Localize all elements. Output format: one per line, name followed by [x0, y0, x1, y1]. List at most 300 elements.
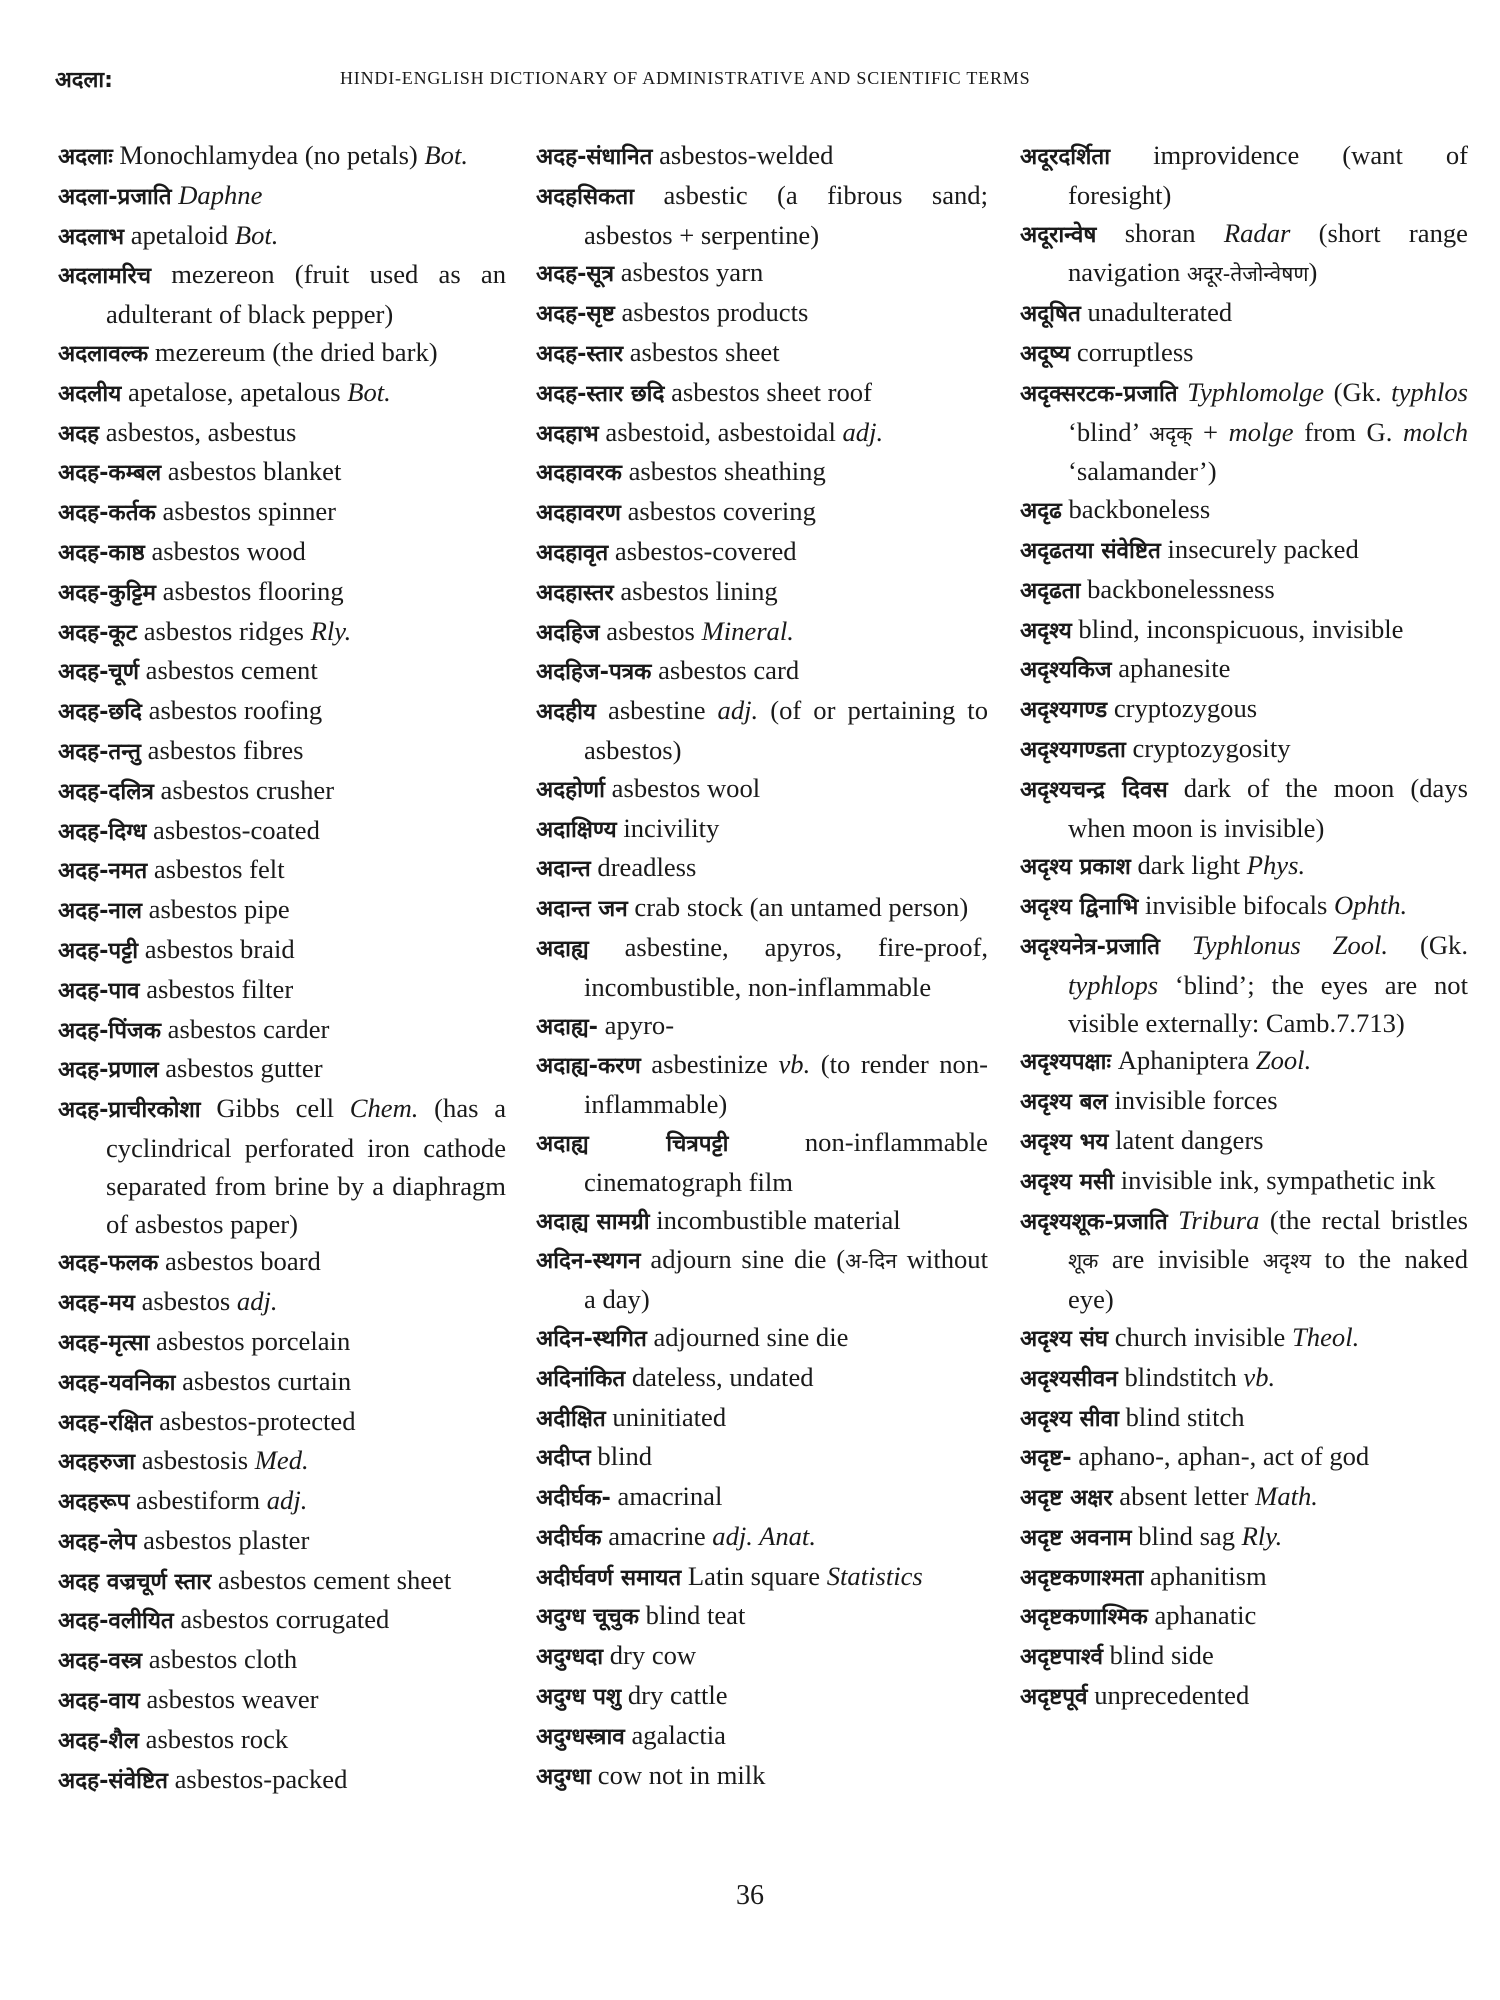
definition-text: asbestos corrugated: [180, 1604, 390, 1635]
definition-text: (of or pertaining to asbestos): [584, 695, 988, 765]
dictionary-entry: [536, 849, 988, 889]
dictionary-entry: [536, 1757, 988, 1797]
definition-text: blind stitch: [1125, 1401, 1245, 1432]
dictionary-entry: [536, 1359, 988, 1399]
headword: अदह-शैल: [58, 1727, 139, 1754]
definition-text: (to render non-inflammable): [584, 1049, 989, 1120]
headword: अदह-वलीयित: [58, 1608, 174, 1635]
definition-text: asbestos carder: [167, 1013, 330, 1044]
definition-text: unprecedented: [1094, 1680, 1250, 1711]
headword: अदह-कर्तक: [58, 500, 156, 527]
running-title: HINDI-ENGLISH DICTIONARY OF ADMINISTRATIVE AND SCIENTIFIC TERMS: [340, 68, 1031, 88]
dictionary-entry: [1020, 690, 1468, 730]
definition-text: apyro-: [604, 1009, 675, 1040]
definition-text: dark of the moon (days when moon is invisible): [1068, 772, 1468, 843]
headword: अदह-पिंजक: [58, 1017, 162, 1044]
definition-text: Statistics: [826, 1560, 923, 1591]
dictionary-entry: [1020, 294, 1468, 334]
dictionary-entry: [58, 374, 506, 414]
definition-text: dry cattle: [627, 1680, 728, 1711]
dictionary-entry: [58, 613, 506, 653]
definition-text: uninitiated: [612, 1401, 727, 1432]
headword: अदृश्यगण्डता: [1020, 736, 1126, 763]
definition-text: asbestos-protected: [159, 1405, 356, 1436]
headword: अदह-काष्ठ: [58, 539, 145, 566]
definition-text: latent dangers: [1115, 1124, 1264, 1155]
dictionary-entry: [58, 851, 506, 891]
dictionary-entry: [1020, 730, 1468, 770]
headword: अदह-प्रणाल: [58, 1057, 159, 1084]
definition-text: asbestos ridges: [143, 615, 311, 646]
dictionary-entry: [536, 692, 988, 770]
definition-text: Aphaniptera: [1117, 1045, 1256, 1076]
headword: अदृष्टपूर्व: [1020, 1684, 1088, 1711]
definition-text: Med.: [254, 1445, 309, 1476]
definition-text: Gibbs cell: [216, 1093, 350, 1124]
definition-text: Math.: [1255, 1481, 1318, 1512]
definition-text: asbestos sheet roof: [671, 376, 872, 407]
headword: अदान्त जन: [536, 896, 628, 923]
headword: अदीर्घक: [536, 1524, 602, 1551]
devanagari-gloss: अदूर-तेजोन्वेषण: [1186, 262, 1309, 287]
dictionary-entry: [58, 453, 506, 493]
headword: अदृश्य संघ: [1020, 1325, 1109, 1352]
definition-text: non-inflammable cinematograph film: [584, 1126, 988, 1197]
page-header: [55, 60, 1465, 100]
dictionary-entry: [536, 1438, 988, 1478]
dictionary-entry: [1020, 1359, 1468, 1399]
headword: अदुग्ध चूचुक: [536, 1604, 639, 1631]
headword: अदूरान्वेष: [1020, 221, 1097, 248]
headword: अदाह्य: [536, 935, 589, 962]
definition-text: cryptozygous: [1113, 693, 1258, 724]
dictionary-entry: [58, 692, 506, 732]
guide-word: अदला:: [55, 68, 113, 93]
dictionary-entry: [58, 1721, 506, 1761]
definition-text: asbestos gutter: [165, 1053, 323, 1084]
headword: अदूरदर्शिता: [1020, 144, 1111, 170]
definition-text: asbestos-welded: [659, 140, 834, 170]
dictionary-entry: [58, 573, 506, 613]
column-1: [58, 137, 506, 1800]
definition-text: without a day): [584, 1244, 988, 1315]
definition-text: dreadless: [597, 852, 697, 883]
headword: अदह-नाल: [58, 898, 142, 925]
headword: अदला-प्रजाति: [58, 183, 172, 210]
dictionary-entry: [58, 533, 506, 573]
definition-text: asbestos cloth: [148, 1644, 298, 1675]
headword: अदह-दिग्ध: [58, 818, 147, 845]
headword: अदह-पट्टी: [58, 937, 139, 964]
definition-text: asbestos: [141, 1286, 237, 1317]
definition-text: absent letter: [1119, 1481, 1256, 1512]
definition-text: corruptless: [1076, 336, 1194, 367]
definition-text: (short range navigation: [1068, 217, 1468, 288]
definition-text: Latin square: [687, 1560, 827, 1591]
headword: अदह-सृष्ट: [536, 301, 615, 328]
definition-text: to the naked eye): [1068, 1244, 1468, 1315]
headword: अदीप्त: [536, 1445, 591, 1472]
headword: अदिनांकित: [536, 1365, 626, 1392]
definition-text: vb.: [1243, 1361, 1276, 1392]
headword: अदाह्य-: [536, 1013, 599, 1040]
definition-text: adj.: [842, 416, 884, 447]
dictionary-entry: [536, 453, 988, 493]
dictionary-entry: [536, 493, 988, 533]
definition-text: adj.: [266, 1485, 308, 1516]
dictionary-entry: [1020, 1162, 1468, 1202]
dictionary-entry: [58, 493, 506, 533]
definition-text: asbestos weaver: [146, 1684, 319, 1715]
dictionary-entry: [1020, 1202, 1468, 1319]
dictionary-entry: [536, 1124, 988, 1202]
definition-text: Chem.: [349, 1093, 419, 1124]
dictionary-entry: [536, 1597, 988, 1637]
definition-text: aphanesite: [1118, 653, 1231, 684]
headword: अदह-संवेष्टित: [58, 1767, 168, 1794]
headword: अदीर्घक-: [536, 1485, 611, 1512]
headword: अदह-स्तार: [536, 340, 624, 367]
dictionary-entry: [58, 1562, 506, 1602]
dictionary-entry: [1020, 1558, 1468, 1598]
headword: अदह-वाय: [58, 1688, 140, 1715]
dictionary-entry: [536, 652, 988, 692]
definition-text: (the rectal bristles: [1259, 1204, 1468, 1235]
headword: अदहाभ: [536, 420, 599, 447]
definition-text: incombustible material: [656, 1204, 901, 1235]
definition-text: asbestos cement: [145, 655, 318, 686]
dictionary-entry: [58, 1681, 506, 1721]
devanagari-gloss: अदृक्: [1149, 421, 1193, 446]
dictionary-entry: [536, 1637, 988, 1677]
dictionary-entry: [58, 137, 506, 177]
headword: अदूषित: [1020, 301, 1081, 328]
headword: अदृष्ट-: [1020, 1445, 1072, 1472]
definition-text: Phys.: [1246, 850, 1306, 881]
headword: अदह-मृत्सा: [58, 1329, 150, 1356]
definition-text: ): [1308, 257, 1318, 288]
definition-text: incivility: [623, 812, 720, 843]
definition-text: amacrinal: [617, 1481, 723, 1512]
headword: अदृक्सरटक-प्रजाति: [1020, 380, 1178, 407]
headword: अदुग्धस्त्राव: [536, 1723, 625, 1750]
dictionary-entry: [1020, 491, 1468, 531]
dictionary-entry: [58, 1522, 506, 1562]
definition-text: apetalose, apetalous: [127, 376, 348, 407]
headword: अदृश्यगण्ड: [1020, 697, 1108, 724]
headword: अदह-कूट: [58, 619, 138, 646]
headword: अदृश्यनेत्र-प्रजाति: [1020, 933, 1160, 960]
dictionary-entry: [536, 533, 988, 573]
definition-text: asbestos pipe: [148, 894, 290, 925]
headword: अदीर्घवर्ण समायत: [536, 1564, 682, 1591]
headword: अदह-कुट्टिम: [58, 579, 156, 606]
dictionary-entry: [58, 1050, 506, 1090]
dictionary-entry: [58, 772, 506, 812]
headword: अदह वज्रचूर्ण स्तार: [58, 1568, 212, 1595]
definition-text: blind teat: [645, 1600, 746, 1631]
definition-text: Monochlamydea (no petals): [119, 140, 425, 170]
definition-text: church invisible: [1114, 1321, 1292, 1352]
definition-text: asbestiform: [136, 1485, 267, 1516]
definition-text: asbestos products: [621, 297, 809, 328]
definition-text: asbestosis: [141, 1445, 255, 1476]
dictionary-entry: [536, 1478, 988, 1518]
headword: अदुग्ध पशु: [536, 1684, 622, 1711]
dictionary-entry: [536, 374, 988, 414]
headword: अदह-पाव: [58, 977, 140, 1004]
dictionary-entry: [58, 1090, 506, 1243]
definition-text: asbestos yarn: [620, 257, 764, 288]
definition-text: cow not in milk: [597, 1759, 766, 1790]
headword: अदुग्धा: [536, 1763, 592, 1790]
headword: अदह-यवनिका: [58, 1369, 176, 1396]
definition-text: asbestos filter: [146, 973, 294, 1004]
headword: अदहिज: [536, 619, 600, 646]
definition-text: Mineral.: [701, 615, 794, 646]
definition-text: mezereum (the dried bark): [154, 336, 438, 367]
dictionary-entry: [536, 177, 988, 255]
definition-text: asbestos rock: [145, 1723, 289, 1754]
dictionary-entry: [1020, 927, 1468, 1042]
headword: अदिन-स्थगन: [536, 1248, 641, 1275]
definition-text: asbestos-covered: [614, 535, 797, 566]
definition-text: dark light: [1137, 850, 1247, 881]
definition-text: from G.: [1293, 416, 1403, 447]
definition-text: (Gk.: [1324, 376, 1392, 407]
dictionary-entry: [536, 1202, 988, 1242]
devanagari-gloss: शूक: [1068, 1249, 1099, 1274]
headword: अदाह्य चित्रपट्टी: [536, 1130, 729, 1157]
headword: अदह-कम्बल: [58, 460, 162, 487]
headword: अदह-मय: [58, 1290, 135, 1317]
dictionary-entry: [536, 889, 988, 929]
headword: अदृश्य: [1020, 617, 1072, 644]
definition-text: asbestos porcelain: [156, 1325, 351, 1356]
definition-text: dateless, undated: [631, 1361, 814, 1392]
page-number: 36: [736, 1880, 764, 1911]
definition-text: Tribura: [1178, 1204, 1260, 1235]
dictionary-entry: [1020, 1399, 1468, 1439]
headword: अदह-चूर्ण: [58, 659, 139, 686]
definition-text: Typhlomolge: [1187, 376, 1325, 407]
headword: अदाह्य-करण: [536, 1053, 641, 1080]
dictionary-entry: [1020, 1042, 1468, 1082]
headword: अदृश्यकिज: [1020, 657, 1112, 684]
definition-text: asbestos wool: [611, 772, 761, 803]
dictionary-entry: [1020, 887, 1468, 927]
definition-text: asbestos blanket: [167, 456, 342, 487]
headword: अदहरूप: [58, 1489, 130, 1516]
dictionary-entry: [1020, 1122, 1468, 1162]
definition-text: aphanatic: [1154, 1600, 1257, 1631]
definition-text: asbestos wood: [151, 535, 306, 566]
dictionary-entry: [1020, 1438, 1468, 1478]
headword: अदलाः: [58, 144, 113, 170]
dictionary-entry: [536, 1677, 988, 1717]
headword: अदृश्य प्रकाश: [1020, 854, 1131, 881]
definition-text: (has a cyclindrical perforated iron cathode separated from brine by a diaphragm of asbestos paper): [106, 1093, 507, 1239]
dictionary-entry: [58, 177, 506, 217]
headword: अदृश्य बल: [1020, 1089, 1108, 1116]
definition-text: asbestine, apyros, fire-proof, incombustible, non-inflammable: [584, 931, 988, 1002]
dictionary-entry: [536, 1717, 988, 1757]
definition-text: Theol.: [1292, 1321, 1360, 1352]
dictionary-entry: [58, 1761, 506, 1801]
definition-text: asbestos-coated: [153, 814, 320, 845]
dictionary-entry: [1020, 137, 1468, 215]
definition-text: asbestos curtain: [182, 1365, 352, 1396]
dictionary-entry: [58, 414, 506, 454]
definition-text: Daphne: [178, 179, 263, 210]
definition-text: insecurely packed: [1167, 533, 1359, 564]
definition-text: asbestos board: [164, 1246, 321, 1277]
definition-text: invisible ink, sympathetic ink: [1120, 1164, 1436, 1195]
dictionary-entry: [1020, 1319, 1468, 1359]
headword: अदह-नमत: [58, 858, 148, 885]
definition-text: invisible bifocals: [1144, 890, 1335, 921]
headword: अदृढता: [1020, 577, 1081, 604]
dictionary-columns: [58, 137, 1478, 1897]
dictionary-entry: [58, 1011, 506, 1051]
definition-text: Radar: [1223, 217, 1291, 248]
dictionary-entry: [536, 1399, 988, 1439]
definition-text: molge: [1228, 416, 1294, 447]
definition-text: Typhlonus Zool.: [1191, 929, 1389, 960]
headword: अदहावरण: [536, 500, 621, 527]
dictionary-entry: [58, 1601, 506, 1641]
dictionary-entry: [536, 1241, 988, 1319]
dictionary-entry: [58, 732, 506, 772]
dictionary-entry: [1020, 611, 1468, 651]
dictionary-entry: [536, 1007, 988, 1047]
definition-text: Bot.: [234, 219, 279, 250]
definition-text: asbestoid, asbestoidal: [605, 416, 843, 447]
definition-text: agalactia: [631, 1719, 726, 1750]
definition-text: asbestos fibres: [147, 734, 304, 765]
definition-text: (Gk.: [1388, 929, 1468, 960]
headword: अदहावरक: [536, 460, 622, 487]
dictionary-entry: [58, 652, 506, 692]
devanagari-gloss: अदृश्य: [1262, 1249, 1312, 1274]
definition-text: blind side: [1109, 1640, 1214, 1671]
headword: अदह: [58, 420, 100, 447]
dictionary-entry: [58, 1482, 506, 1522]
headword: अदृश्यशूक-प्रजाति: [1020, 1208, 1168, 1235]
headword: अदृश्यसीवन: [1020, 1365, 1118, 1392]
definition-text: asbestos, asbestus: [105, 416, 297, 447]
definition-text: blindstitch: [1124, 1361, 1244, 1392]
definition-text: improvidence (want of foresight): [1068, 140, 1468, 210]
dictionary-entry: [1020, 1518, 1468, 1558]
dictionary-entry: [536, 810, 988, 850]
definition-text: asbestos cement sheet: [217, 1564, 452, 1595]
definition-text: adjourned sine die: [653, 1321, 849, 1352]
headword: अदृष्ट अवनाम: [1020, 1524, 1132, 1551]
headword: अदाह्य सामग्री: [536, 1208, 650, 1235]
definition-text: asbestos-packed: [174, 1763, 348, 1794]
definition-text: unadulterated: [1087, 297, 1233, 328]
definition-text: Ophth.: [1334, 890, 1408, 921]
dictionary-entry: [1020, 571, 1468, 611]
dictionary-entry: [536, 573, 988, 613]
definition-text: ‘salamander’): [1068, 456, 1217, 487]
headword: अदाक्षिण्य: [536, 816, 617, 843]
headword: अदूष्य: [1020, 340, 1071, 367]
definition-text: mezereon (fruit used as an adulterant of black pepper): [106, 259, 506, 330]
headword: अदह-सूत्र: [536, 261, 615, 288]
headword: अदहास्तर: [536, 579, 614, 606]
definition-text: are invisible: [1098, 1244, 1263, 1275]
dictionary-entry: [58, 1641, 506, 1681]
definition-text: apetaloid: [130, 219, 235, 250]
headword: अदलाभ: [58, 223, 125, 250]
headword: अदृढतया संवेष्टित: [1020, 537, 1161, 564]
definition-text: aphano-, aphan-, act of god: [1078, 1441, 1370, 1472]
dictionary-entry: [1020, 1597, 1468, 1637]
headword: अदृष्टपार्श्व: [1020, 1644, 1103, 1671]
definition-text: molch: [1403, 416, 1468, 447]
headword: अदलावल्क: [58, 340, 149, 367]
definition-text: typhlos: [1391, 376, 1468, 407]
devanagari-gloss: अ-दिन: [845, 1249, 897, 1274]
definition-text: asbestos lining: [620, 575, 778, 606]
headword: अदह-संधानित: [536, 144, 653, 170]
definition-text: backboneless: [1068, 494, 1211, 525]
definition-text: adj. Anat.: [712, 1520, 816, 1551]
definition-text: asbestine: [608, 695, 718, 726]
dictionary-entry: [58, 1442, 506, 1482]
dictionary-entry: [58, 931, 506, 971]
dictionary-entry: [536, 254, 988, 294]
definition-text: Bot.: [424, 140, 469, 170]
headword: अदृश्य भय: [1020, 1128, 1109, 1155]
dictionary-entry: [58, 971, 506, 1011]
headword: अदृष्टकणाश्मता: [1020, 1564, 1144, 1591]
dictionary-entry: [58, 1403, 506, 1443]
dictionary-entry: [58, 334, 506, 374]
dictionary-entry: [58, 217, 506, 257]
definition-text: asbestos: [606, 615, 702, 646]
dictionary-entry: [1020, 1082, 1468, 1122]
definition-text: Rly.: [310, 615, 352, 646]
definition-text: crab stock (an untamed person): [634, 892, 969, 923]
headword: अदृढ: [1020, 498, 1062, 525]
headword: अदह-तन्तु: [58, 738, 142, 765]
dictionary-entry: [536, 414, 988, 454]
dictionary-entry: [1020, 847, 1468, 887]
headword: अदह-वस्त्र: [58, 1648, 143, 1675]
definition-text: asbestos crusher: [160, 774, 335, 805]
dictionary-entry: [1020, 215, 1468, 295]
headword: अदीक्षित: [536, 1405, 606, 1432]
dictionary-entry: [1020, 1677, 1468, 1717]
definition-text: cryptozygosity: [1132, 732, 1291, 763]
headword: अदह-रक्षित: [58, 1409, 153, 1436]
headword: अदह-प्राचीरकोशा: [58, 1097, 201, 1124]
headword: अदह-दलित्र: [58, 778, 154, 805]
definition-text: asbestos roofing: [148, 695, 323, 726]
definition-text: blind, inconspicuous, invisible: [1078, 613, 1404, 644]
definition-text: typhlops: [1068, 969, 1159, 1000]
dictionary-entry: [1020, 334, 1468, 374]
dictionary-entry: [536, 137, 988, 177]
dictionary-entry: [536, 1558, 988, 1598]
dictionary-entry: [58, 1243, 506, 1283]
definition-text: backbonelessness: [1087, 573, 1275, 604]
headword: अदह-फलक: [58, 1250, 159, 1277]
dictionary-entry: [58, 1323, 506, 1363]
